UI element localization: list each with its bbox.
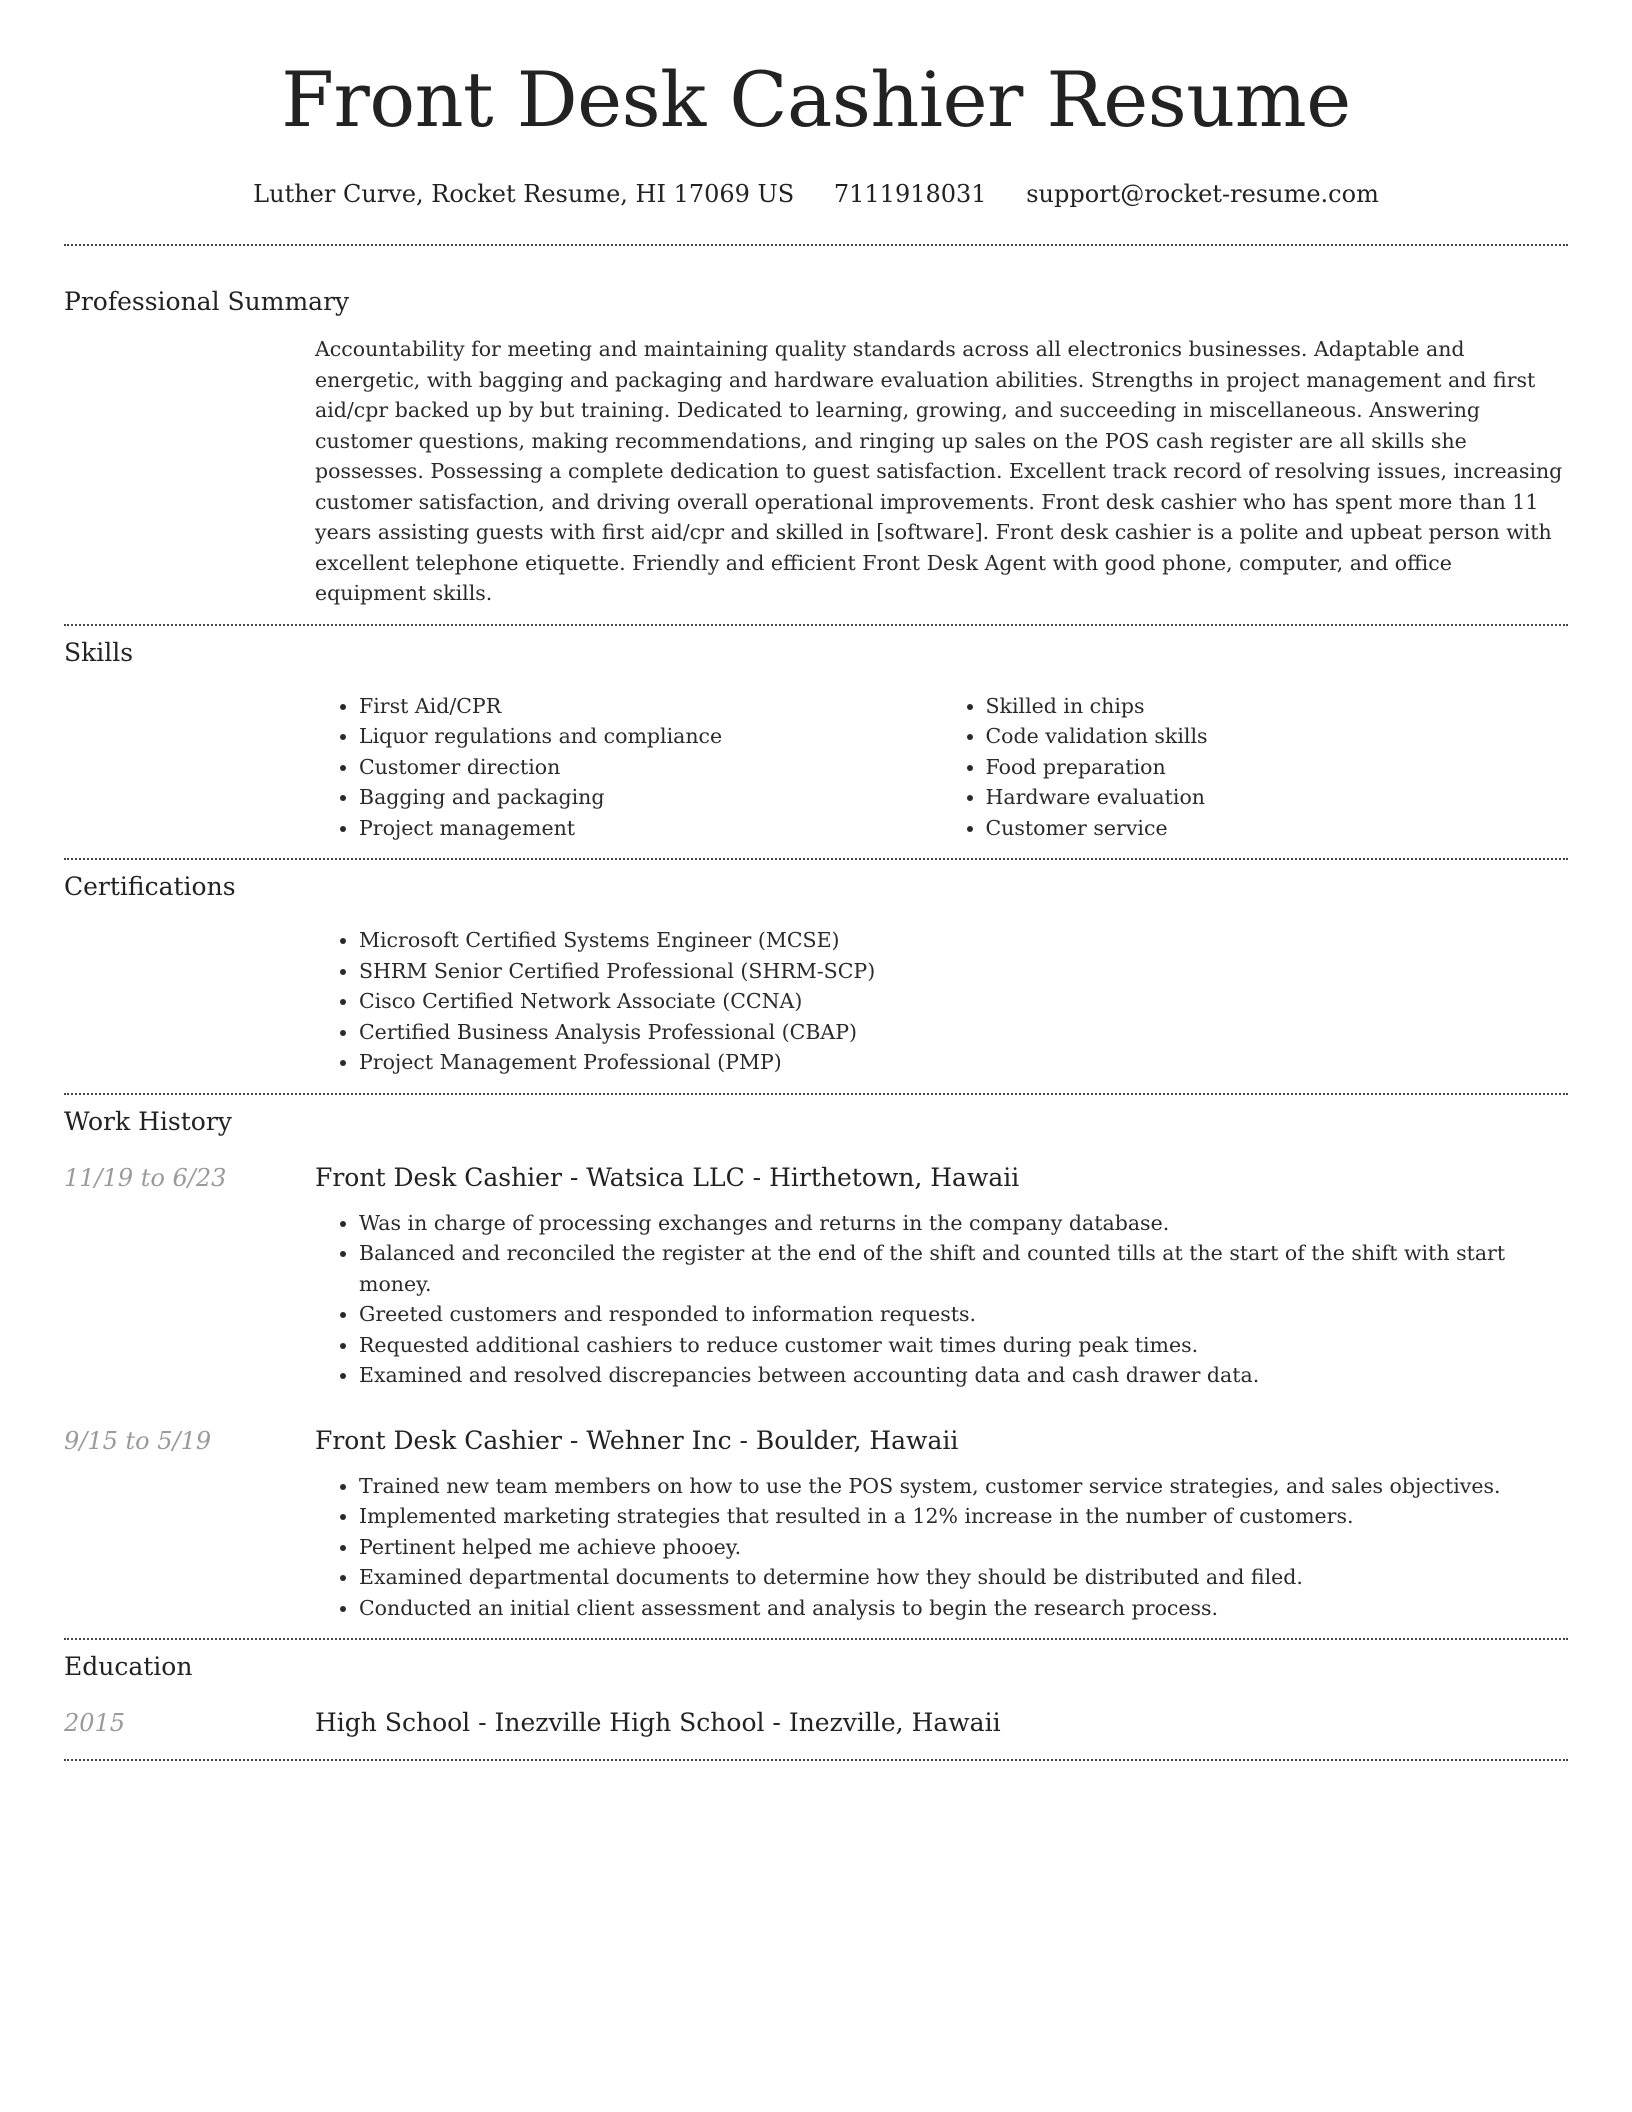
skills-heading: Skills <box>64 637 134 667</box>
skill-item: • Bagging and packaging <box>359 782 942 813</box>
certifications-section <box>64 860 1568 1078</box>
summary-heading: Professional Summary <box>64 287 350 316</box>
certifications-body <box>315 925 1568 1078</box>
skills-grid <box>315 691 1568 844</box>
summary-text: Accountability for meeting and maintaining quality standards across all electronics businesses. Adaptable and energetic, with bagging and packaging and hardware evaluation abilities. Strengths in project management and first aid/cpr backed up by but training. Dedicated to learning, growing, and succeeding in miscellaneous. Answering customer questions, making recommendations, and ringing up sales on the POS cash register are all skills she possesses. Possessing a complete dedication to guest satisfaction. Excellent track record of resolving issues, increasing customer satisfaction, and driving overall operational improvements. Front desk cashier who has spent more than 11 years assisting guests with first aid/cpr and skilled in [software]. Front desk cashier is a polite and upbeat person with excellent telephone etiquette. Friendly and efficient Front Desk Agent with good phone, computer, and office equipment skills. <box>315 337 1563 605</box>
divider <box>64 1759 1568 1761</box>
education-section <box>64 1640 1568 1739</box>
skill-item: • Skilled in chips <box>986 691 1569 722</box>
job-title: Front Desk Cashier - Wehner Inc - Boulder, Hawaii <box>315 1425 959 1455</box>
job-bullet: • Requested additional cashiers to reduce customer wait times during peak times. <box>359 1330 1568 1361</box>
contact-line <box>64 178 1568 210</box>
certification-item: • SHRM Senior Certified Professional (SHRM-SCP) <box>359 956 1568 987</box>
certification-item: • Cisco Certified Network Associate (CCNA) <box>359 986 1568 1017</box>
certifications-heading: Certifications <box>64 872 236 901</box>
summary-body <box>315 334 1568 609</box>
contact-email: support@rocket-resume.com <box>1026 180 1379 208</box>
skill-item: • Food preparation <box>986 752 1569 783</box>
resume-title: Front Desk Cashier Resume <box>281 55 1351 144</box>
job-bullet: • Balanced and reconciled the register at the end of the shift and counted tills at the start of the shift with start money. <box>359 1238 1568 1299</box>
skills-list-right <box>942 691 1569 844</box>
education-entry <box>64 1707 1568 1739</box>
education-year: 2015 <box>64 1709 126 1737</box>
resume-page <box>64 0 1568 1761</box>
certification-item: • Project Management Professional (PMP) <box>359 1047 1568 1078</box>
summary-section <box>64 246 1568 609</box>
job-bullet: • Examined departmental documents to determine how they should be distributed and filed. <box>359 1562 1568 1593</box>
skills-list-left <box>315 691 942 844</box>
job-details <box>315 1208 1568 1391</box>
education-heading: Education <box>64 1652 193 1681</box>
job-bullet: • Examined and resolved discrepancies between accounting data and cash drawer data. <box>359 1360 1568 1391</box>
job-dates: 9/15 to 5/19 <box>64 1426 212 1455</box>
education-title: High School - Inezville High School - Inezville, Hawaii <box>315 1708 1001 1737</box>
skill-item: • Liquor regulations and compliance <box>359 721 942 752</box>
contact-phone: 7111918031 <box>833 180 987 208</box>
job-bullet: • Was in charge of processing exchanges and returns in the company database. <box>359 1208 1568 1239</box>
job-bullet: • Implemented marketing strategies that resulted in a 12% increase in the number of customers. <box>359 1501 1568 1532</box>
skill-item: • Code validation skills <box>986 721 1569 752</box>
skill-item: • First Aid/CPR <box>359 691 942 722</box>
skill-item: • Customer service <box>986 813 1569 844</box>
skill-item: • Customer direction <box>359 752 942 783</box>
job-header <box>64 1425 1568 1457</box>
job-entry <box>64 1425 1568 1624</box>
contact-address: Luther Curve, Rocket Resume, HI 17069 US <box>253 180 795 208</box>
certifications-list <box>315 925 1568 1078</box>
job-details <box>315 1471 1568 1624</box>
job-bullet: • Greeted customers and responded to information requests. <box>359 1299 1568 1330</box>
skills-section <box>64 626 1568 844</box>
job-bullet: • Trained new team members on how to use the POS system, customer service strategies, and sales objectives. <box>359 1471 1568 1502</box>
job-title: Front Desk Cashier - Watsica LLC - Hirthetown, Hawaii <box>315 1162 1020 1192</box>
skill-item: • Hardware evaluation <box>986 782 1569 813</box>
job-bullets <box>315 1208 1568 1391</box>
work-section <box>64 1095 1568 1624</box>
certification-item: • Certified Business Analysis Professional (CBAP) <box>359 1017 1568 1048</box>
job-header <box>64 1162 1568 1194</box>
job-bullet: • Pertinent helped me achieve phooey. <box>359 1532 1568 1563</box>
work-heading: Work History <box>64 1106 232 1136</box>
job-entry <box>64 1162 1568 1391</box>
job-bullets <box>315 1471 1568 1624</box>
job-dates: 11/19 to 6/23 <box>64 1163 227 1192</box>
certification-item: • Microsoft Certified Systems Engineer (MCSE) <box>359 925 1568 956</box>
skill-item: • Project management <box>359 813 942 844</box>
job-bullet: • Conducted an initial client assessment and analysis to begin the research process. <box>359 1593 1568 1624</box>
